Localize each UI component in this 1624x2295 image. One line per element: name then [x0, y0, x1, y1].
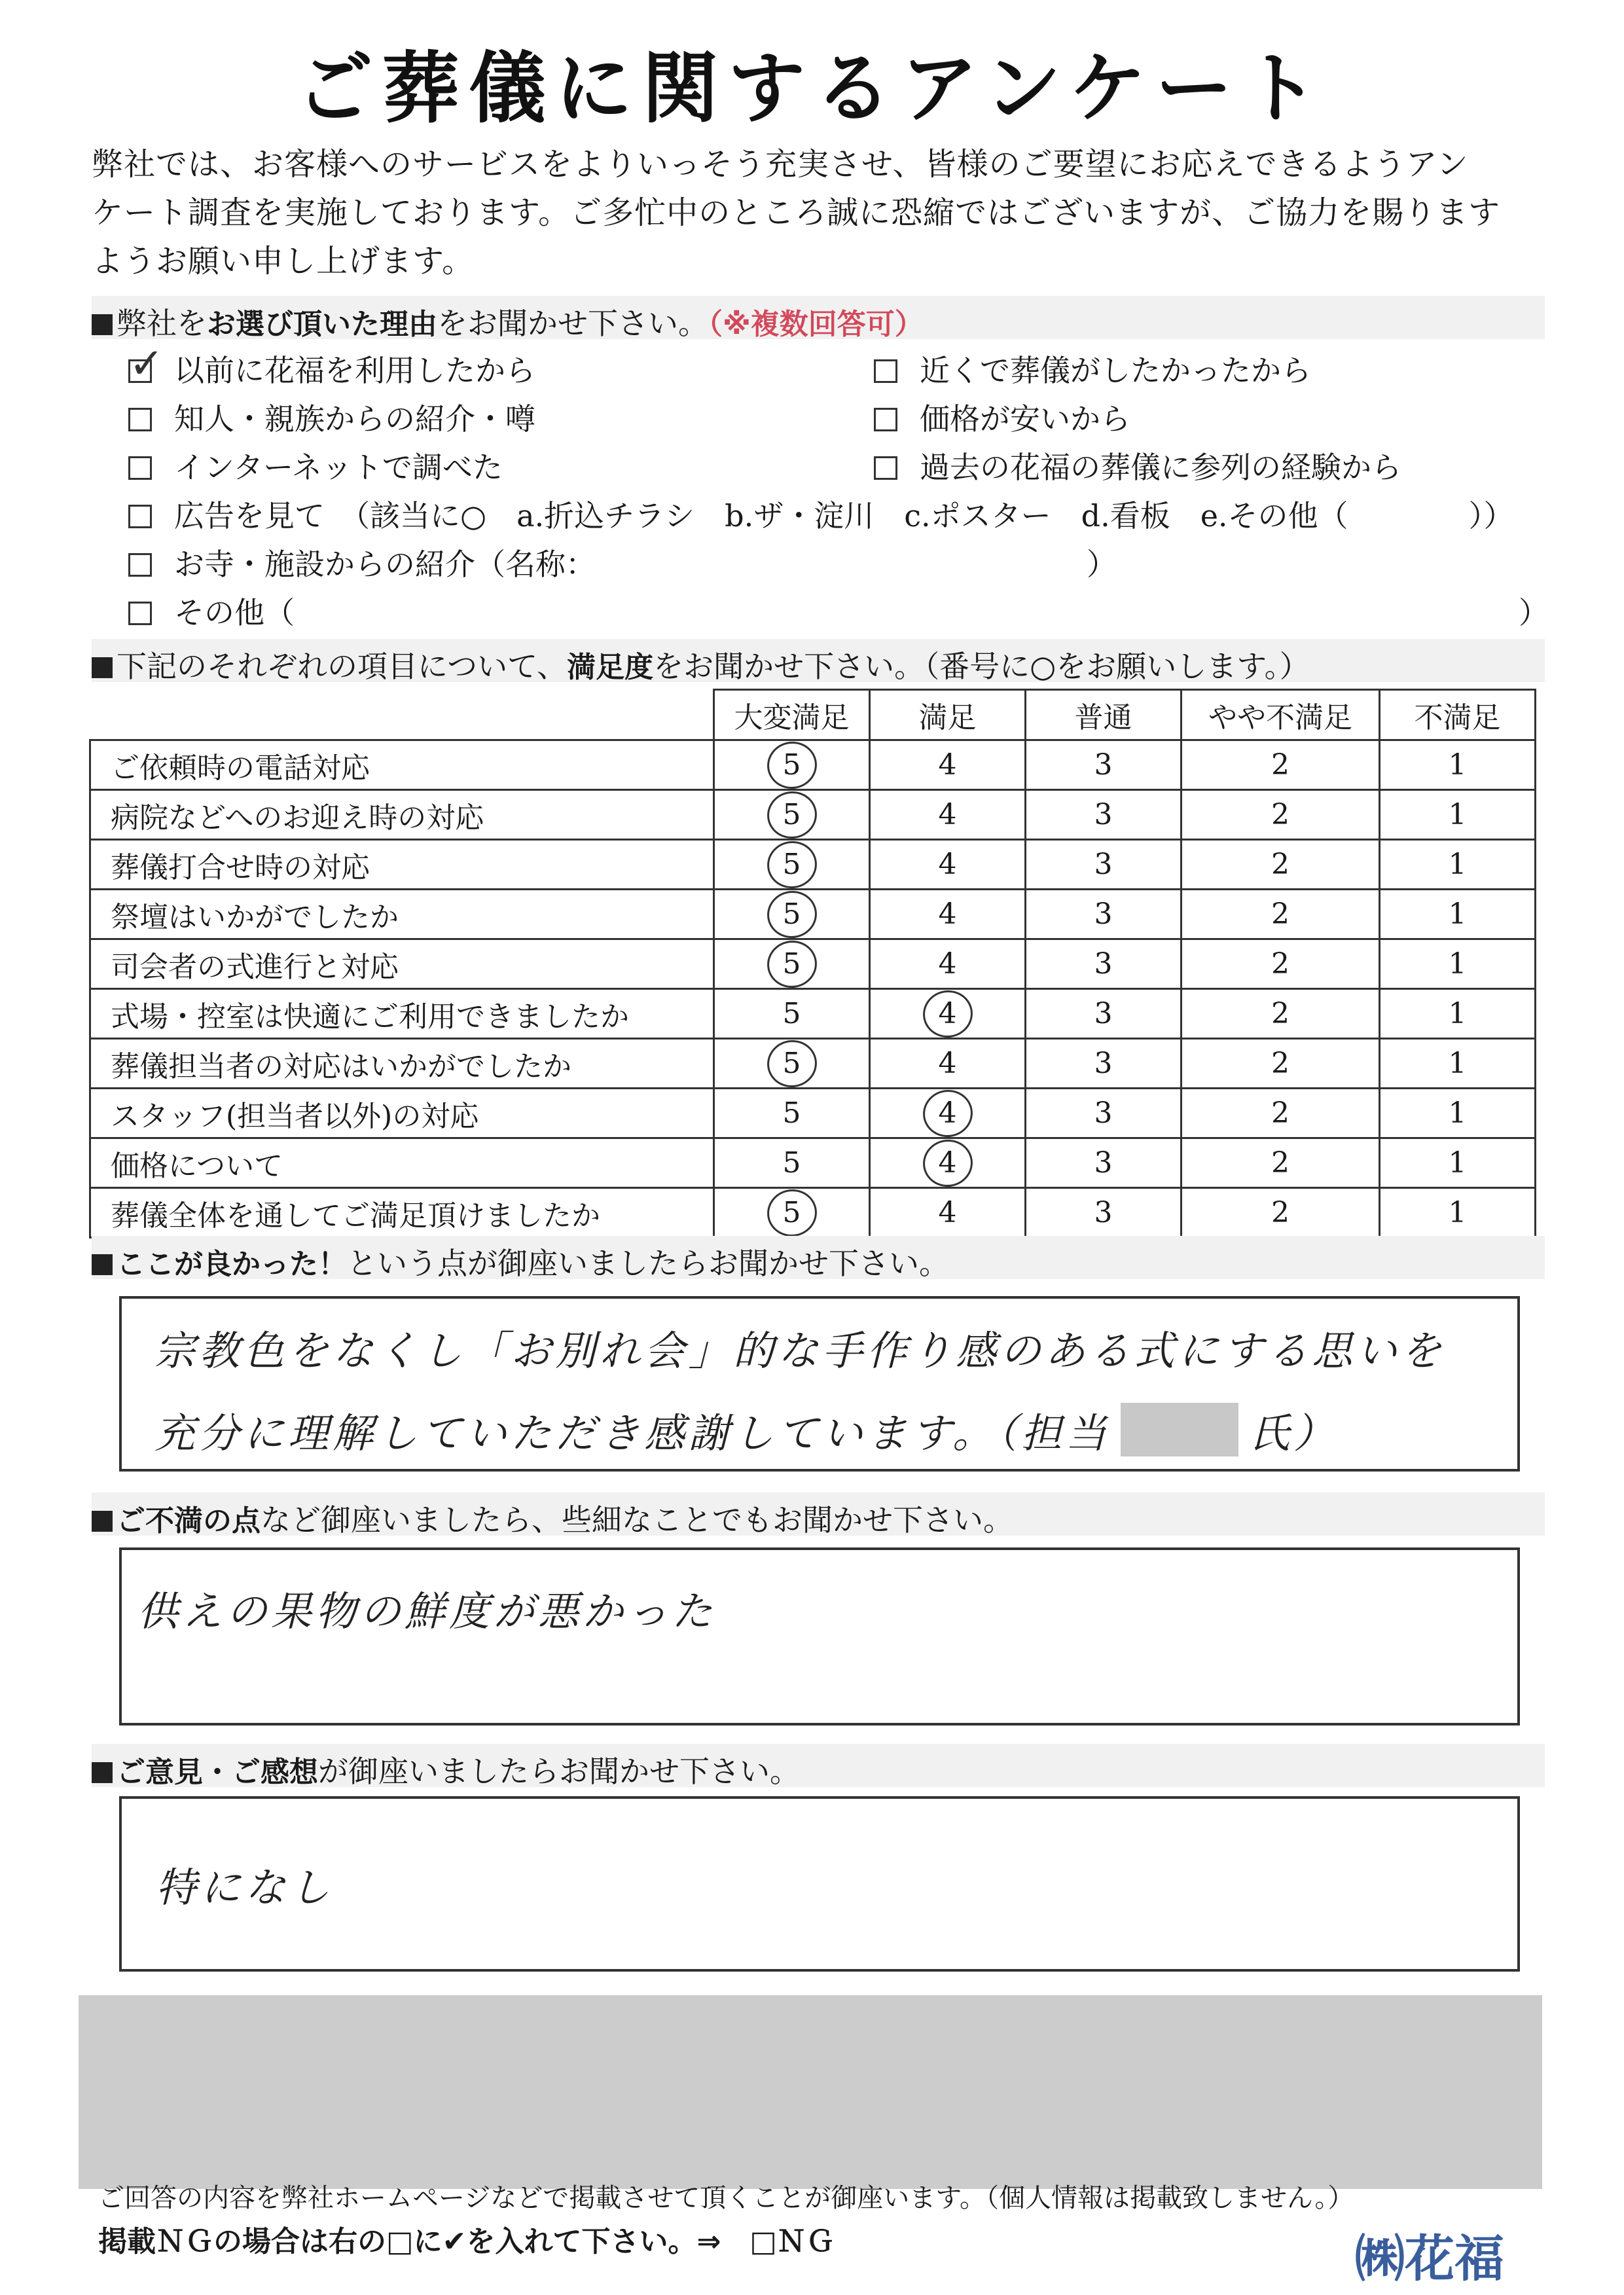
score-cell[interactable] — [1380, 1138, 1536, 1188]
satisfaction-item-label: 葬儀全体を通してご満足頂けましたか — [90, 1188, 714, 1238]
score-value: 5 — [782, 798, 801, 831]
score-cell[interactable] — [1380, 939, 1536, 989]
complaints-answer: 供えの果物の鮮度が悪かった — [137, 1587, 717, 1635]
score-value: 3 — [1094, 1047, 1113, 1080]
score-cell[interactable] — [1026, 1188, 1182, 1238]
score-cell[interactable] — [1026, 989, 1182, 1039]
score-value: 2 — [1271, 997, 1290, 1030]
score-value: 3 — [1094, 798, 1113, 831]
table-row — [90, 1039, 1536, 1089]
score-cell[interactable] — [1026, 1138, 1182, 1188]
score-cell[interactable] — [1026, 1039, 1182, 1089]
checkbox[interactable] — [128, 456, 152, 480]
checkbox[interactable] — [128, 602, 152, 625]
score-value: 1 — [1448, 947, 1467, 981]
score-value: 3 — [1094, 947, 1113, 981]
square-bullet-icon — [92, 1254, 113, 1275]
reason-option[interactable]: ✓ 以前に花福を利用したから — [129, 340, 535, 388]
reason-option[interactable]: その他（ — [128, 589, 295, 632]
score-value: 2 — [1271, 848, 1290, 881]
redacted-name — [1121, 1403, 1238, 1456]
score-cell[interactable] — [1182, 1089, 1380, 1138]
column-header: 満足 — [870, 690, 1026, 740]
score-cell[interactable] — [870, 989, 1026, 1039]
satisfaction-item-label: スタッフ(担当者以外)の対応 — [90, 1089, 714, 1138]
square-bullet-icon — [92, 1762, 113, 1783]
opinions-answer: 特になし — [156, 1864, 334, 1911]
square-bullet-icon — [92, 657, 113, 678]
score-value: 3 — [1094, 848, 1113, 881]
score-value: 5 — [782, 1096, 801, 1130]
score-value: 2 — [1271, 1047, 1290, 1080]
selection-circle-icon — [919, 986, 976, 1041]
score-value: 1 — [1448, 997, 1467, 1030]
score-cell[interactable] — [1380, 890, 1536, 939]
selection-circle-icon — [763, 1036, 820, 1091]
good-points-answer-line-2: 充分に理解していただき感謝しています。（担当 氏） — [154, 1401, 1338, 1459]
score-cell[interactable] — [870, 1039, 1026, 1089]
selection-circle-icon — [763, 1185, 820, 1240]
satisfaction-item-label: 祭壇はいかがでしたか — [90, 890, 714, 939]
reason-option[interactable]: お寺・施設からの紹介（名称： — [128, 541, 596, 584]
score-cell[interactable] — [714, 1089, 870, 1138]
score-value: 4 — [938, 997, 957, 1030]
satisfaction-item-label: 司会者の式進行と対応 — [90, 939, 714, 989]
score-value: 4 — [938, 1096, 957, 1130]
score-cell[interactable] — [1026, 840, 1182, 890]
score-value: 1 — [1448, 1047, 1467, 1080]
score-value: 2 — [1271, 1146, 1290, 1180]
score-cell[interactable] — [1380, 790, 1536, 840]
score-value: 2 — [1271, 798, 1290, 831]
satisfaction-item-label: 式場・控室は快適にご利用できましたか — [90, 989, 714, 1039]
score-cell[interactable] — [1182, 989, 1380, 1039]
table-row — [90, 1188, 1536, 1238]
reason-option[interactable]: 広告を見て （該当に○ a.折込チラシ b.ザ・淀川 c.ポスター d.看板 e.その他（ ）） — [128, 492, 1514, 535]
score-value: 5 — [782, 1196, 801, 1229]
score-value: 1 — [1448, 897, 1467, 931]
reason-option[interactable]: インターネットで調べた — [128, 444, 503, 487]
selection-circle-icon — [763, 936, 820, 991]
checkbox[interactable] — [874, 359, 897, 383]
score-cell[interactable] — [1026, 790, 1182, 840]
score-value: 4 — [938, 1146, 957, 1180]
score-value: 4 — [938, 1047, 957, 1080]
column-header: 不満足 — [1380, 690, 1536, 740]
score-cell[interactable] — [870, 1138, 1026, 1188]
score-cell[interactable] — [1380, 1188, 1536, 1238]
reason-option[interactable]: 価格が安いから — [874, 395, 1130, 439]
score-cell[interactable] — [870, 1089, 1026, 1138]
score-cell[interactable] — [1182, 840, 1380, 890]
satisfaction-table — [89, 689, 1536, 1238]
score-cell[interactable] — [1380, 840, 1536, 890]
selection-circle-icon — [763, 787, 820, 842]
score-value: 5 — [782, 748, 801, 782]
table-row — [90, 989, 1536, 1039]
opinions-heading: ご意見・ご感想が御座いましたらお聞かせ下さい。 — [92, 1748, 800, 1791]
square-bullet-icon — [92, 1511, 113, 1532]
score-value: 4 — [938, 1196, 957, 1229]
checkbox[interactable] — [874, 456, 897, 480]
score-value: 2 — [1271, 748, 1290, 782]
score-value: 4 — [938, 748, 957, 782]
score-cell[interactable] — [870, 740, 1026, 790]
checkbox[interactable] — [128, 505, 152, 528]
score-cell[interactable] — [1026, 740, 1182, 790]
score-cell[interactable] — [870, 840, 1026, 890]
score-cell[interactable] — [1182, 1188, 1380, 1238]
close-paren: ） — [1087, 547, 1117, 582]
score-cell[interactable] — [1026, 890, 1182, 939]
score-cell[interactable] — [1182, 740, 1380, 790]
selection-circle-icon — [763, 837, 820, 892]
score-cell[interactable] — [714, 740, 870, 790]
column-header: やや不満足 — [1182, 690, 1380, 740]
score-cell[interactable] — [1026, 1089, 1182, 1138]
square-bullet-icon — [92, 314, 113, 335]
score-value: 3 — [1094, 748, 1113, 782]
score-value: 4 — [938, 798, 957, 831]
checkbox[interactable] — [128, 408, 152, 431]
table-row — [90, 740, 1536, 790]
selection-circle-icon — [919, 1135, 976, 1190]
selection-circle-icon — [763, 886, 820, 941]
table-row — [90, 790, 1536, 840]
satisfaction-item-label: 葬儀担当者の対応はいかがでしたか — [90, 1039, 714, 1089]
redacted-area — [79, 1995, 1542, 2189]
satisfaction-item-label: 葬儀打合せ時の対応 — [90, 840, 714, 890]
score-cell[interactable] — [870, 890, 1026, 939]
satisfaction-item-label: 病院などへのお迎え時の対応 — [90, 790, 714, 840]
score-value: 4 — [938, 897, 957, 931]
score-cell[interactable] — [1182, 790, 1380, 840]
score-cell[interactable] — [1182, 1039, 1380, 1089]
table-corner — [90, 690, 714, 740]
company-logo: ㈱花福 — [1355, 2230, 1504, 2288]
score-value: 1 — [1448, 1196, 1467, 1229]
score-value: 1 — [1448, 748, 1467, 782]
score-cell[interactable] — [870, 1188, 1026, 1238]
score-cell[interactable] — [714, 1138, 870, 1188]
score-cell[interactable] — [714, 1188, 870, 1238]
selection-circle-icon — [763, 737, 820, 792]
close-paren: ） — [1519, 595, 1549, 630]
reason-option[interactable]: 近くで葬儀がしたかったから — [874, 347, 1311, 390]
score-cell[interactable] — [714, 1039, 870, 1089]
checkbox[interactable] — [128, 340, 164, 388]
intro-line-1: 弊社では、お客様へのサービスをよりいっそう充実させ、皆様のご要望にお応えできるようアン — [92, 146, 1469, 183]
checkbox[interactable] — [128, 553, 152, 577]
good-points-answer-line-1: 宗教色をなくし「お別れ会」的な手作り感のある式にする思いを — [154, 1327, 1446, 1375]
satisfaction-item-label: 価格について — [90, 1138, 714, 1188]
score-value: 3 — [1094, 897, 1113, 931]
check-mark-icon: ✓ — [129, 340, 164, 388]
score-value: 4 — [938, 848, 957, 881]
score-cell[interactable] — [1026, 939, 1182, 989]
good-points-heading: ここが良かった！という点が御座いましたらお聞かせ下さい。 — [92, 1240, 949, 1283]
score-cell[interactable] — [1380, 1089, 1536, 1138]
score-value: 5 — [782, 848, 801, 881]
table-row — [90, 1138, 1536, 1188]
score-cell[interactable] — [1380, 740, 1536, 790]
table-row — [90, 1089, 1536, 1138]
score-value: 2 — [1271, 1196, 1290, 1229]
table-row — [90, 840, 1536, 890]
column-header: 大変満足 — [714, 690, 870, 740]
reasons-heading: 弊社をお選び頂いた理由をお聞かせ下さい。（※複数回答可） — [92, 300, 924, 343]
score-value: 1 — [1448, 848, 1467, 881]
score-value: 2 — [1271, 897, 1290, 931]
score-value: 4 — [938, 947, 957, 981]
score-cell[interactable] — [714, 989, 870, 1039]
score-value: 5 — [782, 1047, 801, 1080]
page-title: ご葬儀に関するアンケート — [296, 43, 1328, 134]
satisfaction-item-label: ご依頼時の電話対応 — [90, 740, 714, 790]
score-cell[interactable] — [870, 790, 1026, 840]
reason-option[interactable]: 過去の花福の葬儀に参列の経験から — [874, 444, 1401, 487]
checkbox[interactable] — [874, 408, 897, 431]
score-value: 1 — [1448, 1096, 1467, 1130]
score-value: 5 — [782, 947, 801, 981]
table-row — [90, 890, 1536, 939]
selection-circle-icon — [919, 1085, 976, 1140]
score-cell[interactable] — [714, 939, 870, 989]
footer-note: ご回答の内容を弊社ホームページなどで掲載させて頂くことが御座います。（個人情報は掲載致しません。） — [98, 2183, 1354, 2213]
score-value: 1 — [1448, 1146, 1467, 1180]
score-cell[interactable] — [1380, 1039, 1536, 1089]
score-cell[interactable] — [1182, 1138, 1380, 1188]
score-value: 1 — [1448, 798, 1467, 831]
score-value: 2 — [1271, 947, 1290, 981]
score-cell[interactable] — [1380, 989, 1536, 1039]
intro-line-2: ケート調査を実施しております。ご多忙中のところ誠に恐縮ではございますが、ご協力を賜ります — [92, 194, 1501, 231]
column-header: 普通 — [1026, 690, 1182, 740]
score-cell[interactable] — [1182, 890, 1380, 939]
score-cell[interactable] — [714, 790, 870, 840]
complaints-heading: ご不満の点など御座いましたら、些細なことでもお聞かせ下さい。 — [92, 1496, 1013, 1540]
intro-line-3: ようお願い申し上げます。 — [92, 243, 475, 280]
score-cell[interactable] — [714, 890, 870, 939]
score-value: 3 — [1094, 1196, 1113, 1229]
footer-ng-instruction[interactable]: 掲載ＮＧの場合は右の□に✔を入れて下さい。⇒ □ＮＧ — [98, 2225, 835, 2258]
reason-option[interactable]: 知人・親族からの紹介・噂 — [128, 395, 535, 439]
score-value: 3 — [1094, 997, 1113, 1030]
satisfaction-heading: 下記のそれぞれの項目について、満足度をお聞かせ下さい。（番号に○をお願いします。） — [92, 643, 1310, 686]
score-cell[interactable] — [1182, 939, 1380, 989]
score-cell[interactable] — [870, 939, 1026, 989]
score-value: 3 — [1094, 1146, 1113, 1180]
score-value: 5 — [782, 997, 801, 1030]
score-cell[interactable] — [714, 840, 870, 890]
table-row — [90, 939, 1536, 989]
score-value: 5 — [782, 1146, 801, 1180]
score-value: 3 — [1094, 1096, 1113, 1130]
score-value: 5 — [782, 897, 801, 931]
score-value: 2 — [1271, 1096, 1290, 1130]
